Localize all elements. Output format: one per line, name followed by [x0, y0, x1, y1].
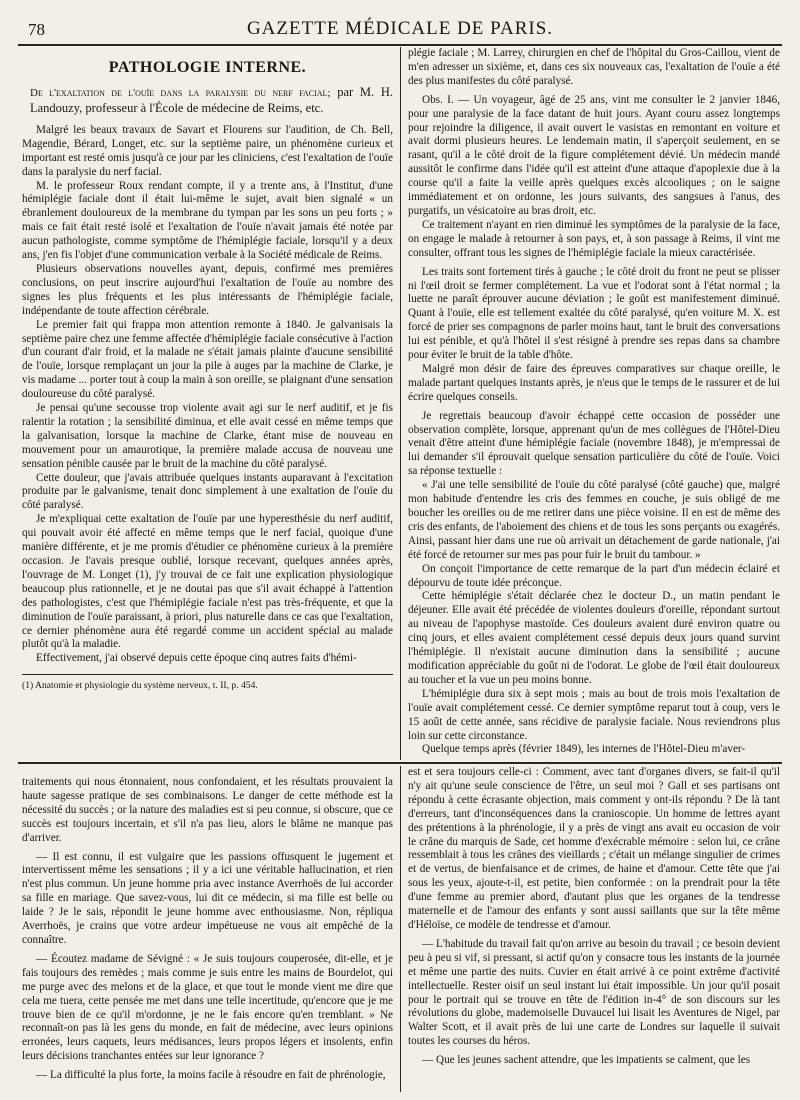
feuilleton-divider	[18, 762, 782, 764]
article-column-left	[22, 55, 393, 755]
paragraph: Le premier fait qui frappa mon attention remonte à 1840. Je galvanisais la septième paire chez une femme affectée d'hémiplégie faciale consécutive à l'action d'un courant d'air froid, et la malade ne s'était jamais plainte d'aucune sensibilité de l'ouïe, lorsque remplaçant un jour la pile à auges par la machine de Clarke, je vis madame ... porter tout à coup la main à son oreille, se plaignant d'une sensation douloureuse du côté paralysé.	[22, 318, 393, 401]
article-title-smallcaps: De l'exaltation de l'ouïe dans la paralysie du nerf facial;	[30, 86, 331, 99]
page-header	[18, 18, 782, 46]
paragraph: plégie faciale ; M. Larrey, chirurgien en chef de l'hôpital du Gros-Caillou, vient de m'en adresser un sixième, et, dans ces six nouveaux cas, l'exaltation de l'ouïe a été des plus manifestes du côté paralysé.	[408, 47, 780, 87]
paragraph: — Que les jeunes sachent attendre, que les impatients se calment, que les	[422, 1054, 751, 1067]
paragraph: L'hémiplégie dura six à sept mois ; mais au bout de trois mois l'exaltation de l'ouïe avait complétement cessé. Ce dernier symptôme reparut tout à coup, vers le 15 août de cette année, sans récidive de paralysie faciale. Nous reviendrons plus loin sur cette circonstance.	[408, 687, 780, 742]
column-divider-bottom	[400, 766, 401, 1092]
footnote-divider	[22, 674, 393, 675]
paragraph: Ce traitement n'ayant en rien diminué les symptômes de la paralysie de la face, on engage le malade à retourner à son pays, et, à son passage à Reims, il vint me consulter, offrant tous les signes de l'hémiplégie faciale la mieux caractérisée.	[408, 218, 780, 259]
footnote: (1) Anatomie et physiologie du système nerveux, t. II, p. 454.	[22, 680, 258, 692]
article-title-author: par M. H. Landouzy, professeur à l'École de médecine de Reims, etc.	[30, 84, 393, 115]
paragraph: Je pensai qu'une secousse trop violente avait agi sur le nerf auditif, et je fis ralentir la rotation ; la sensibilité diminua, et elle avait cessé en même temps que la galvanisation, lorsque la machine de Clarke, étant mise de nouveau en mouvement pour un amaurotique, la première malade accusa de nouveau une sensation pénible causée par le bruit de la machine du côté paralysé.	[22, 402, 393, 470]
paragraph: Malgré les beaux travaux de Savart et Flourens sur l'audition, de Ch. Bell, Magendie, Bérard, Longet, etc. sur la septième paire, un phénomène curieux et important est resté omis jusqu'à ce jour par les cliniciens, c'est l'exaltation de l'ouïe dans la paralysie du nerf facial.	[22, 123, 393, 178]
paragraph: Je m'expliquai cette exaltation de l'ouïe par une hyperesthésie du nerf auditif, qui pouvait avoir été affecté en même temps que le nerf facial, quoique d'une manière différente, et je me promis d'étudier ce phénomène curieux à la première occasion. Je l'avais presque oublié, lorsque recevant, quelques années après, l'ouvrage de M. Longet (1), j'y trouvai de ce fait une explication physiologique beaucoup plus rationnelle, et je ne doutai pas que s'il avait échappé à l'attention des pathologistes, c'est que l'hémiplégie faciale n'est pas très-fréquente, et que la diminution de l'ouïe paraissant, à priori, plus naturelle dans ce cas que l'exaltation, ce dernier phénomène aura été regardé comme un accident spécial au malade plutôt qu'à la maladie.	[22, 513, 393, 651]
article-column-right	[408, 47, 780, 760]
article-title	[30, 85, 393, 116]
paragraph: On conçoit l'importance de cette remarque de la part d'un médecin éclairé et dépourvu de toute idée préconçue.	[408, 562, 780, 589]
paragraph: — Il est connu, il est vulgaire que les passions offusquent le jugement et intervertissent même les sensations ; il y a ici une véritable hallucination, et rien n'est plus commun. Un jeune homme pria avec instance Averrhoës de lui accorder sa fille en mariage. Que savez-vous, lui dit ce médecin, si ma fille est belle ou laide ? Je le sais, répondit le jeune homme avec enthousiasme. Non, répliqua Averrhoës, je crains que votre ardeur impétueuse ne vous ait empêché de la connaître.	[22, 850, 393, 946]
running-title: GAZETTE MÉDICALE DE PARIS.	[246, 18, 554, 39]
paragraph: M. le professeur Roux rendant compte, il y a trente ans, à l'Institut, d'une hémiplégie faciale dont il était lui-même le sujet, avait bien signalé « un ébranlement douloureux de la membrane du tympan par les sons un peu forts ; » mais ce fait était resté isolé et l'exaltation de l'ouïe n'avait jamais été notée par aucun pathologiste, comme symptôme de l'hémiplégie faciale, lorsqu'il y a deux ans, j'en fis l'objet d'une communication verbale à la Société médicale de Reims.	[22, 179, 393, 262]
paragraph: Quelque temps après (février 1849), les internes de l'Hôtel-Dieu m'aver-	[422, 743, 746, 756]
quotation-paragraph: « J'ai une telle sensibilité de l'ouïe du côté paralysé (côté gauche) que, malgré mon habitude d'entendre les cris des femmes en couche, je suis obligé de me boucher les oreilles ou de me retirer dans une pièce voisine. Il en est de même des cris des enfants, de l'aboiement des chiens et de tous les sons perçants ou exagérés. Ainsi, passant hier dans une rue où arrivait un détachement de garde nationale, j'ai été forcé de retourner sur mes pas pour fuir le bruit du tambour. »	[408, 479, 780, 561]
paragraph: — La difficulté la plus forte, la moins facile à résoudre en fait de phrénologie,	[36, 1069, 386, 1082]
paragraph: Cette hémiplégie s'était déclarée chez le docteur D., un matin pendant le déjeuner. Elle avait été précédée de violentes douleurs d'oreille, répondant surtout au niveau de l'apophyse mastoïde. Ces douleurs avaient duré environ quatre ou cinq jours, et elles avaient complétement cessé depuis deux jours quand survint l'hémiplégie. Il n'existait aucune diminution dans la sensibilité ; aucune modification appréciable du goût ni de l'odorat. Le globe de l'œil était douloureux au toucher et la vue un peu moins bonne.	[408, 590, 780, 686]
feuilleton-column-left	[22, 776, 393, 1092]
paragraph: Plusieurs observations nouvelles ayant, depuis, confirmé mes premières conclusions, on peut inscrire aujourd'hui l'exaltation de l'ouïe au nombre des signes les plus fréquents et les plus intéressants de l'hémiplégie faciale, indépendante de toute affection cérébrale.	[22, 262, 393, 317]
paragraph: Cette douleur, que j'avais attribuée quelques instants auparavant à l'excitation produite par le galvanisme, tenait donc simplement à une exaltation de l'ouïe du côté paralysé.	[22, 471, 393, 512]
paragraph: est et sera toujours celle-ci : Comment, avec tant d'organes divers, se fait-il qu'il n'y ait qu'une seule conscience de l'être, un seul moi ? Gall et ses partisans ont répondu à cette écrasante objection, mais comment y ont-ils répondu ? De là tant d'erreurs, tant d'inconséquences dans la cranioscopie. Un homme de lettres ayant des prétentions à la phrénologie, il y a près de vingt ans avait eu occasion de voir le crâne du marquis de Sade, cet homme d'exécrable mémoire : selon lui, ce crâne ressemblait à tous les crânes des vieillards ; c'était un mélange singulier de crimes et de vertus, de bienfaisance et de crimes, de haine et d'amour. Cette tête que j'ai sous les yeux, ajoute-t-il, est petite, bien conformée : on la prendrait pour la tête d'une femme au premier abord, d'autant plus que les organes de la tendresse maternelle et de l'amour des enfants y sont aussi saillants que sur la tête même d'Héloïse, ce modèle de tendresse et d'amour.	[408, 766, 780, 931]
paragraph: Malgré mon désir de faire des épreuves comparatives sur chaque oreille, le malade partant quelques instants après, je n'eus que le temps de le rassurer et de lui écrire quelques conseils.	[408, 362, 780, 403]
column-divider-top	[400, 47, 401, 760]
paragraph: — Écoutez madame de Sévigné : « Je suis toujours couperosée, dit-elle, et je fais toujours des remèdes ; mais comme je suis entre les mains de Bourdelot, qui me purge avec des melons et de la glace, et que tout le monde vient me dire que cela me tuera, cette pensée me met dans une telle incertitude, qu'encore que je me trouve bien de ce qu'il m'ordonne, je ne le fais encore qu'en tremblant. » Ne reconnaît-on pas là les gens du monde, en fait de médecine, avec leurs opinions erronées, leurs caquets, leurs médisances, leurs propos légers et insolents, enfin leurs décisions tranchantes entées sur leur ignorance ?	[22, 952, 393, 1063]
paragraph: — L'habitude du travail fait qu'on arrive au besoin du travail ; ce besoin devient peu à peu si vif, si pressant, si actif qu'on y consacre tous les instants de la journée et même une partie des nuits. Cuvier en était arrivé à ce point extrême d'activité intellectuelle. Rester oisif un seul instant lui était impossible. Un jour qu'il posait pour le portrait qui se trouve en tête de l'édition in-4° de son discours sur les révolutions du globe, mademoiselle Duvaucel lui lisait les Aventures de Nigel, par Walter Scott, et il avait près de lui une carte de Londres sur laquelle il suivait toutes les courses du héros.	[408, 937, 780, 1048]
observation-paragraph: Obs. I. — Un voyageur, âgé de 25 ans, vint me consulter le 2 janvier 1846, pour une paralysie de la face datant de huit jours. Ayant couru assez longtemps pour rejoindre la diligence, il avait ouvert le vasistas en remontant en voiture et avait dormi plusieurs heures. Le lendemain matin, il s'aperçoit seulement, en se rasant, qu'il a le côté droit de la figure complétement dévié. Un médecin mandé aussitôt le confirme dans l'idée qu'il est atteint d'une attaque d'apoplexie due à la course qu'il a faite la veille après quelques excès alcooliques ; on le saigne immédiatement et on ordonne, les jours suivants, des sangsues à l'anus, des purgatifs, un vésicatoire au bras droit, etc.	[408, 93, 780, 217]
paragraph: traitements qui nous étonnaient, nous confondaient, et les résultats prouvaient la haute sagesse pratique de ses combinaisons. Le danger de cette méthode est la nécessité du succès ; or la nature des maladies est si peu connue, si obscure, que ce succès est toujours incertain, et s'il n'a pas lieu, alors le blâme ne manque pas d'arriver.	[22, 776, 393, 844]
paragraph: Je regrettais beaucoup d'avoir échappé cette occasion de posséder une observation complète, lorsque, apprenant qu'un de mes collègues de l'Hôtel-Dieu venait d'être atteint d'une hémiplégie faciale (novembre 1848), je m'empressai de lui demander s'il éprouvait quelque sensation particulière du côté de l'ouïe. Voici sa réponse textuelle :	[408, 409, 780, 478]
feuilleton-column-right	[408, 766, 780, 1092]
section-title: PATHOLOGIE INTERNE.	[108, 59, 307, 76]
paragraph: Les traits sont fortement tirés à gauche ; le côté droit du front ne peut se plisser ni l'œil droit se fermer complétement. La vue et l'odorat sont à l'état normal ; la luette ne paraît éprouver aucune déviation ; le goût est manifestement diminué. Quant à l'ouïe, elle est tellement exaltée du côté paralysé, qu'en voiture M. X. est forcé de prier ses compagnons de parler moins haut, tant le bruit des conversations lui est pénible, et qu'à l'hôtel il s'est résigné à prendre ses repas dans sa chambre pour éviter le bruit de la table d'hôte.	[408, 265, 780, 362]
paragraph: Effectivement, j'ai observé depuis cette époque cinq autres faits d'hémi-	[36, 652, 357, 665]
page-number: 78	[28, 20, 45, 39]
